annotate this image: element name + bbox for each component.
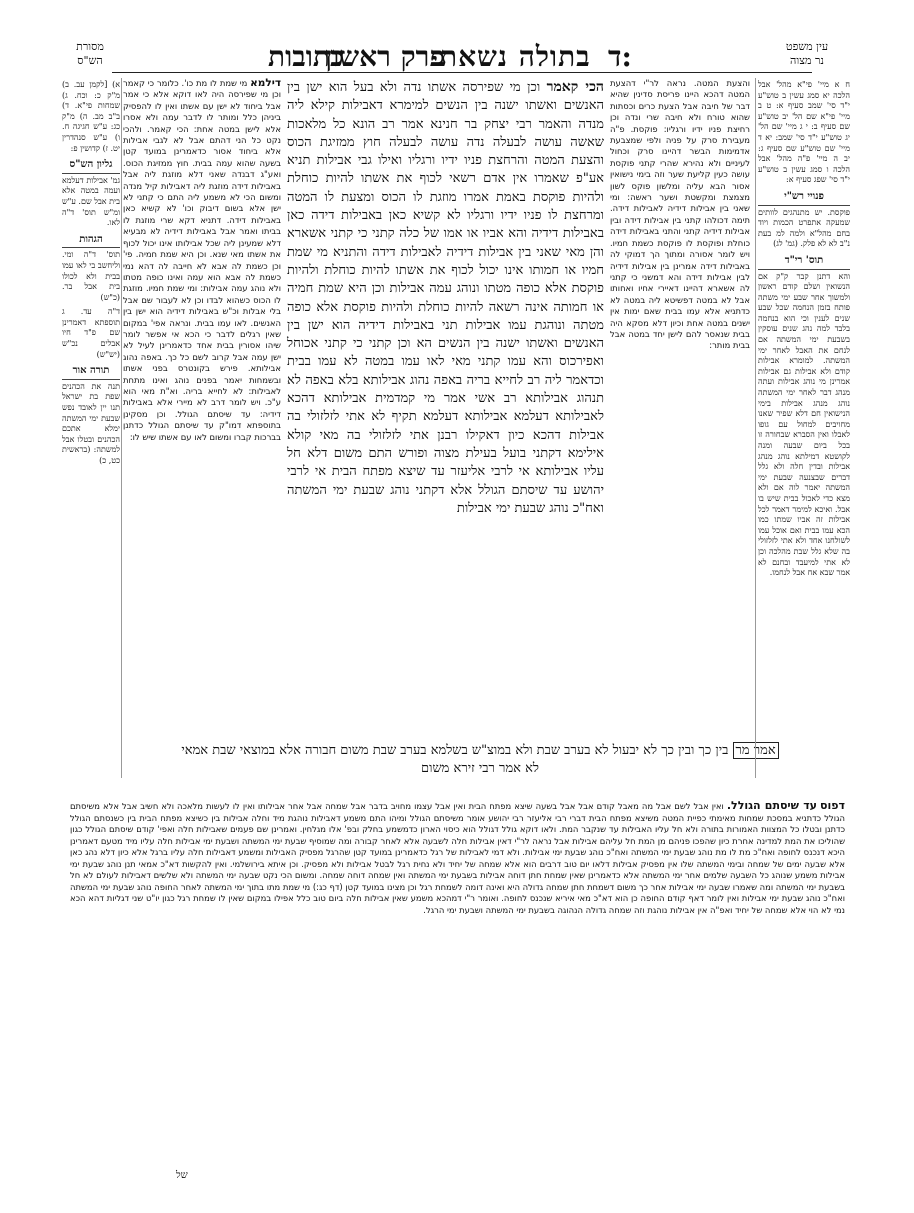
ein-mishpat-header: עין משפט נר מצוה bbox=[785, 40, 829, 67]
amar-mar-box: אמר מר bbox=[733, 742, 779, 759]
gemara-tail bbox=[180, 742, 780, 778]
torah-or-title: תורה אור bbox=[62, 366, 120, 380]
gemara-text-3: מי שמת חמיו או חמותו אינו יכול לכוף את אשתו להיות כוחלת ולהיות פוקסת אלא כופה מטתו ונוהג עמה אבילות וכן היא שמת חמיה או חמותה אינה רשאה להיות כוחלת ולהיות פוקסת אלא כופה מטתה ונוהגת עמו אבילות תני באבילות דידיה הוא ישן בין האנשים ואשתו ישנה בין הנשים הא וכן קתני כי קתני אכוחל ואפירכוס והא עמו קתני מאי לאו עמו במטה לא עמו בבית bbox=[287, 244, 604, 370]
tosafot-text-2: חוץ ממזיגת הכוס. ואע"ג דבנדה שאני דלא מוזגת ליה אבל באבילות דידה מוזגת ליה דאבילות קיל מנדה ומשום הכי לא משמע ליה התם כי קתני לא ישן אלא בשום דיבוק וכו' לא קשיא כאן באבילות דידה. bbox=[123, 157, 282, 225]
masoret-text: א) [לקמן עב. ב) מ"ק כ: וכח. ג) שמחות פי"א. ד) ב"ב מב. ה) מ"ק כג: ע"ש חגיגה ח. ו) ע"ש סנהדרין יט. ז) קדושין פ: bbox=[62, 80, 120, 153]
tosafot-text-7: עד שיסתם הגולל. וכן מסקינן בתוספתא דמו"ק עד שיסתם הגולל כדתנן בברכות קברו ומשום לאו עם אשתו שיש לו: bbox=[123, 408, 281, 442]
bottom-text-4: ואומר ר"י דמהכא משמע שאין אבילות חלה ביום טוב כלל אפילו במקום שאין לו שמחת רגל כגון יו"ט שני דגליות דהא הכא נמי לא הוי אלא שמחה של יחיד ואפ"ה אין אבילות נוהגת וזה שמחה גדולה הנהוגה בשבעת ימי המשתה ושבעת ימי הרגל. bbox=[70, 893, 845, 915]
gemara-text-4: וכדאמר ליה רב לחייא בריה bbox=[466, 372, 604, 388]
header-rule bbox=[112, 72, 812, 73]
gemara-opening-word: הכי קאמר bbox=[546, 79, 604, 95]
left-margin-column bbox=[62, 80, 120, 467]
rashi-part-3: ומי שאני בין אבילות דידיה לאבילות דידה. תימה דכולהו קתני בין אבילות דידה ובין אבילות דידיה קתני והתני באבילות דידה כוחלת ופוקסת לו פוקסת כשמת חמיו. ויש לומר אסורה ומתוך הך דמוקי לה באבילות דידה אמרינן בין אבילות דידיה לבין אבילות דידה והא דמשני כי קתני לה אשארא דהיינו דאיירי אחיו ואחותו bbox=[610, 192, 750, 294]
pnei-title: פנויי רש"י bbox=[758, 192, 850, 206]
tosafot-text-4: וכן היא שמת חמיה. פי' וכן כשמת לה אבא לא חייבה לה דהא נמי כשמת לה אבא הוא עמה ואינו כופה מטתו ולא נוהג עמה אבילות: ומי שמת חמיו. מוזגת לו הכוס כשהוא לבדו וכן לא לעבור שם אבל בלי אבלות וכ"ש באבילות דידיה הוא ישן בין האנשים. bbox=[123, 249, 281, 328]
catchword: של bbox=[176, 1170, 188, 1181]
rashi-part-2: פוקסת. פ"ה מעבירת סרק על פניה ולפי שמצבעת אדמימות הבשר דהיינו סרק וכחול לעיניים ולא נהירא שהרי קתני פוקסת עושה כעין קליעת שער וזה בימי נישואין אסור הבא עליה ומלשון פוקס לשון מצמצת ומקשטת ושער ראשה: bbox=[610, 123, 750, 203]
gemara-text-6: אבילותא דעלמא תקיף לא אתי לזלזולי בה אבילות דהכא כיון דאקילו רבנן אתי לזלזולי בה מאי קולא אילימא דקתני בועל בעילת מצוה ופורש התם משום דלא חל עליו אבילותא אי לרבי אליעזר bbox=[287, 409, 604, 480]
tosrid-text: והא דתנן קבר ק"ק אם הנשואין ושלם קודם ראשון ולמשוך אחר שבע ימי משתה פותח בזמן הנחמה שכל שבע שנים לענין וכי הוא בנחמה בלבד למה נהג שנים עוסקין בשבעת ימי המשתה אם לנחם את האבל לאחר ימי המשתה. למומרא אבילות קודם ולא אבילות גם אבילות אמרינן מי נוהג אבילות ועתה מנהג דבר לאחר ימי המשתה נוהג מנהג אבילות בימי הנישואין חם דלא שפיר שאנו מחויבים למחול עם גופו לאבלו ואין הסברא שבחורה זו בכל ביום שבעה ומנה לקושטא דמילתא נוהג מנהג אבילות ובדין חלה ולא גלל דברים שבצנעה שבעת ימי המשתה יאמר לוה אם ולא מצא כדי לאכול בבית שיש בו אבל. ואיכא למימר דאמר לכל אבילות זה אביו שמתו כמו הכא עמו בבית ואם אוכל עמו לשולחנו אחד ולא אתי לזלזולי בה שלא גלל שבת מהלכה וכן לא אתי למיעבד ובחנם לא אמר שבא אח אבל לנחמו. bbox=[758, 271, 850, 578]
chapter-title: בתולה נשאת bbox=[440, 40, 591, 73]
tosafot-text-6: באפה נהוג אבילותא. פירש בקונטרס בפני אשתו ובשמחות יאמר בפנים נוהג ואינו מתחת לאבילות: לא לחייא בריה. וא"ת מאי הוא ע"כ. ויש לומר דרב לא מיירי אלא באבילות דידיה: bbox=[123, 351, 281, 419]
tosrid-title: תוס' רי"ד bbox=[758, 256, 850, 270]
gemara-text-2: כל מלאכות שאשה עושה לבעלה נדה עושה לבעלה חוץ ממזיגת הכוס והצעת המטה והרחצת פניו ידיו ורגליו ואילו גבי אבילות תניא אע"פ שאמרו אין אדם רשאי לכוף את אשתו להיות כוחלת ולהיות פוקסת באמת אמרו מוזגת לו הכוס ומצעת לו המטה ומרחצת לו פניו ידיו ורגליו לא קשיא כאן באבילות דידה כאן באבילות דידיה והא אביו או אמו של כלה קתני כי קתני אשארא והן מאי שאני בין אבילות דידיה לאבילות דידה והתניא bbox=[287, 116, 604, 260]
rashi-intro: והצעת המטה. נראה לר"י דהצעת המטה דהכא היינו פריסת סדינין שהיא דבר של חיבה אבל הצעת כרים וכסתות שהוא טורח ולא חיבה שרי ונדה וכן רחיצת פניו ידיו ורגליו: bbox=[610, 78, 750, 134]
tosafot-text-5: לאו עמו בבית. ונראה אפי' במקום שאין רגלים לדבר כי הכא אי אפשר לומר שיהו אסורין בבית אחד כדאמרינן לעיל לא ישן עמה אבל קרוב לשם כל כך. bbox=[123, 317, 281, 362]
hagahot-title: הגהות bbox=[62, 235, 120, 249]
bottom-text-1: ואין אבל לשם אבל מה מאבל קודם אבל אבל בשעה שיצא מפתח הבית ואין אבל עצמו מחויב בדבר אבל שמחה אבל אחר אבילותו ואין לו לעשות מלאכה ולא חשיב אבל אלא משיסתם הגולל כדתניא במסכת שמחות מאימתי כפיית המטה משיצא מפתח הבית דברי רבי אליעזר רבי יהושע אומר משיסתם הגולל ומיהו התם משמע דאבילות נוהגת מיד וחלה אבילות בין כשיצא מפתח הבית בין כשנסתם הגולל כדתנן ובטלו כל המצוות האמורות בתורה ולא חל עליו האבילות עד שנקבר המת. ולאו דוקא גולל דגולל הוא כיסוי הארון כדמשמע בחלק ובפ' אלו מגלחין. ואמרינן שם פעמים שאבילות חלה ואפי' קודם שיסתם הגולל כגון שהוליכו את המת למדינה אחרת כיון שהפכו פניהם מן המת חל עליהם אבילות אבל נראה לר"י דאין אבילות חלה לשבעה אלא לאחר קבורה ומה שמוסיף שבעת ימי המשתה ושבעת ימי אבילות חלה עליו מיד מטעם דאמרינן היכא דנכנס לחופה ואח"כ מת לו מת נוהג שבעת ימי המשתה ואח"כ נוהג שבעת ימי אבילות. bbox=[70, 801, 845, 857]
tosafot-text-1: מי שמת לו מת כו'. כלומר כי קאמר וכן מי שפירסה היה לאו דוקא אלא כי אמר אבל ביחוד לא ישן עם אשתו ואין לו להפסיק ביניהן כלל ומותר לו לדבר עמה ולא אסרו אלא לישן במטה אחת: הכי קאמר. ולהכי נקט כל הני דהתם אבל לא לגבי אבילות אלא ביחוד אסור כדאמרינן במועד קטן בשעה שהוא עמה בבית. bbox=[123, 78, 281, 168]
gilyon-text: גמ' אבילות דעלמא ועמה במטה אלא בית אבל שם. ע"ש ומ"ש תוס' ד"ה לאו. bbox=[62, 175, 120, 228]
pnei-text: פוקסת. יש מתנהגים לוותים שמעקה אתפרט הכמות ויוד בחם מהל"א ולמה למ בעת נ"ב לא לא פלק. (גמ' לג) bbox=[758, 207, 850, 249]
gemara-text-7: עד שיצא מפתח הבית אי לרבי יהושע עד שיסתם הגולל אלא דקתני נוהג שבעת ימי המשתה ואח"כ נוהג שבעת ימי אבילות bbox=[287, 464, 604, 516]
tosafot-heading: דילמא bbox=[250, 77, 281, 89]
bottom-heading: עד שיסתם הגולל. bbox=[726, 799, 818, 812]
tractate-name: כתובות bbox=[268, 40, 344, 73]
page-number: ד: bbox=[608, 40, 632, 73]
bottom-commentary bbox=[70, 800, 845, 916]
rashi-column bbox=[610, 78, 750, 352]
hagahot-text-2: ד"ה עד. ג תוספתא דאמרינן שם פ"ד חיו אבלים נכ"ש (יש"ש) bbox=[62, 307, 120, 359]
chapter-name: פרק ראשון bbox=[325, 40, 445, 73]
hagahot-text: תוס' ד"ה ומי. וליחשב בי לאו עמו בבית ולא לכולו בית אבל בר. (כ"ש) bbox=[62, 250, 120, 302]
gemara-text-5: באפה נהוג אבילותא בלא באפה לא תנהוג אבילותא רב אשי אמר מי קמדמית אבילותא דהכא לאבילותא דעלמא bbox=[287, 372, 605, 425]
gemara-text-1: וכן מי שפירסה אשתו נדה ולא בעל הוא ישן בין האנשים ואשתו ישנה בין הנשים למימרא דאבילות קילא ליה מנדה והאמר רבי יצחק בר חנינא אמר רב הונא bbox=[287, 80, 605, 132]
torah-or-text: תנה את הכהנים שפת בת ישראל תנו יין לאובד נפש שבעת ימי המשתה ימלא אתכם הכהנים ובטלו אבל למשתה: (בראשית כט, כ) bbox=[62, 381, 120, 465]
tosafot-column bbox=[123, 78, 281, 443]
right-margin-column bbox=[758, 80, 850, 579]
gemara-text bbox=[287, 78, 604, 518]
tosafot-text-3: דתניא דקא שרי מוזגת לו בביתו ואמר אבל באבילות דידיה לא מבעיא דלא שמעינן ליה שכל אבילותו אינו יכול לכוף את אשתו מאי שנא. bbox=[123, 214, 281, 260]
gemara-text-8: בין כך ובין כך לא יבעול לא בערב שבת ולא במוצ"ש בשלמא בערב שבת משום חבורה אלא במוצאי שבת אמאי לא אמר רבי זירא משום bbox=[181, 743, 729, 776]
rashi-part-4: אבל לא במטה דפשיטא ליה במטה לא כדתניא אלא עמו בבית שאם ימות אין ישנים במטה אחת וכיון דלא מסקא היה בבית שנאסר להם לישן יחד במטה אבל בבית מותר: bbox=[610, 294, 750, 351]
divider-right bbox=[755, 78, 756, 778]
bottom-text-2: ולא דמי לאבילות של רגל כדאמרינן במועד קטן שהרגל מפסיק האבילות ומשמע דאבילות חלה עליו ברגל אלא כיון דלא נהג כאן אלא שבעה ימים של שמחה ובימי המשתה שלו אין מפסיק אבילות דלאו יום טוב דרבים הוא אלא שמחה של יחיד ולא נחית רגל לבטל אבילות ולא מפסיק. וכן איתא בירושלמי. ואין להקשות דא"כ אמאי תנן נוהג שבעת ימי אבילות משמע שנוהג כל השבעה שלמים אחר ימי המשתה אלא כדאמרינן שאין שמחת חתן דוחה אבילות בשבעת ימי המשתה ואין שמחה דוחה שמחה. bbox=[70, 847, 846, 880]
divider-left bbox=[121, 78, 122, 778]
gilyon-title: גליון הש"ס bbox=[62, 160, 120, 174]
ein-mishpat-text: ח א מיי' פי"א מהל' אבל הלכה יא סמג עשין ב טוש"ע י"ד סי' שמב סעיף א: ט ב מיי' פי"א שם הל' יב טוש"ע שם סעיף ב: י ג מיי' שם הל' יג טוש"ע י"ד סי' שמב: יא ד מיי' שם טוש"ע שם סעיף ג: יב ה מיי' פ"ה מהל' אבל הלכה ו סמג עשין ב טוש"ע י"ד סי' שפג סעיף א: bbox=[758, 80, 850, 185]
bottom-lead: דפוס bbox=[820, 799, 846, 812]
masoret-header: מסורת הש"ס bbox=[76, 40, 104, 67]
bottom-text-3: ומשום הכי נקט שבעה ימי המשתה ולא שלשים דאבילות לעולם לא חל בשבעת ימי המשתה ומה שאמרו שבעה ימי אבילות אחר כך משום דשמחת חתן שמחה גדולה היא ואינה דומה לשמחת רגל וכן מצינו במועד קטן (דף כג:) מי שמת מתו בתוך ימי המשתה לאחר החופה נוהג שבעת ימי המשתה ואח"כ נוהג שבעת ימי אבילות ואין לומר דאף קודם החופה כן הוא דא"כ מאי איריא שנכנס לחופה. bbox=[70, 870, 846, 903]
